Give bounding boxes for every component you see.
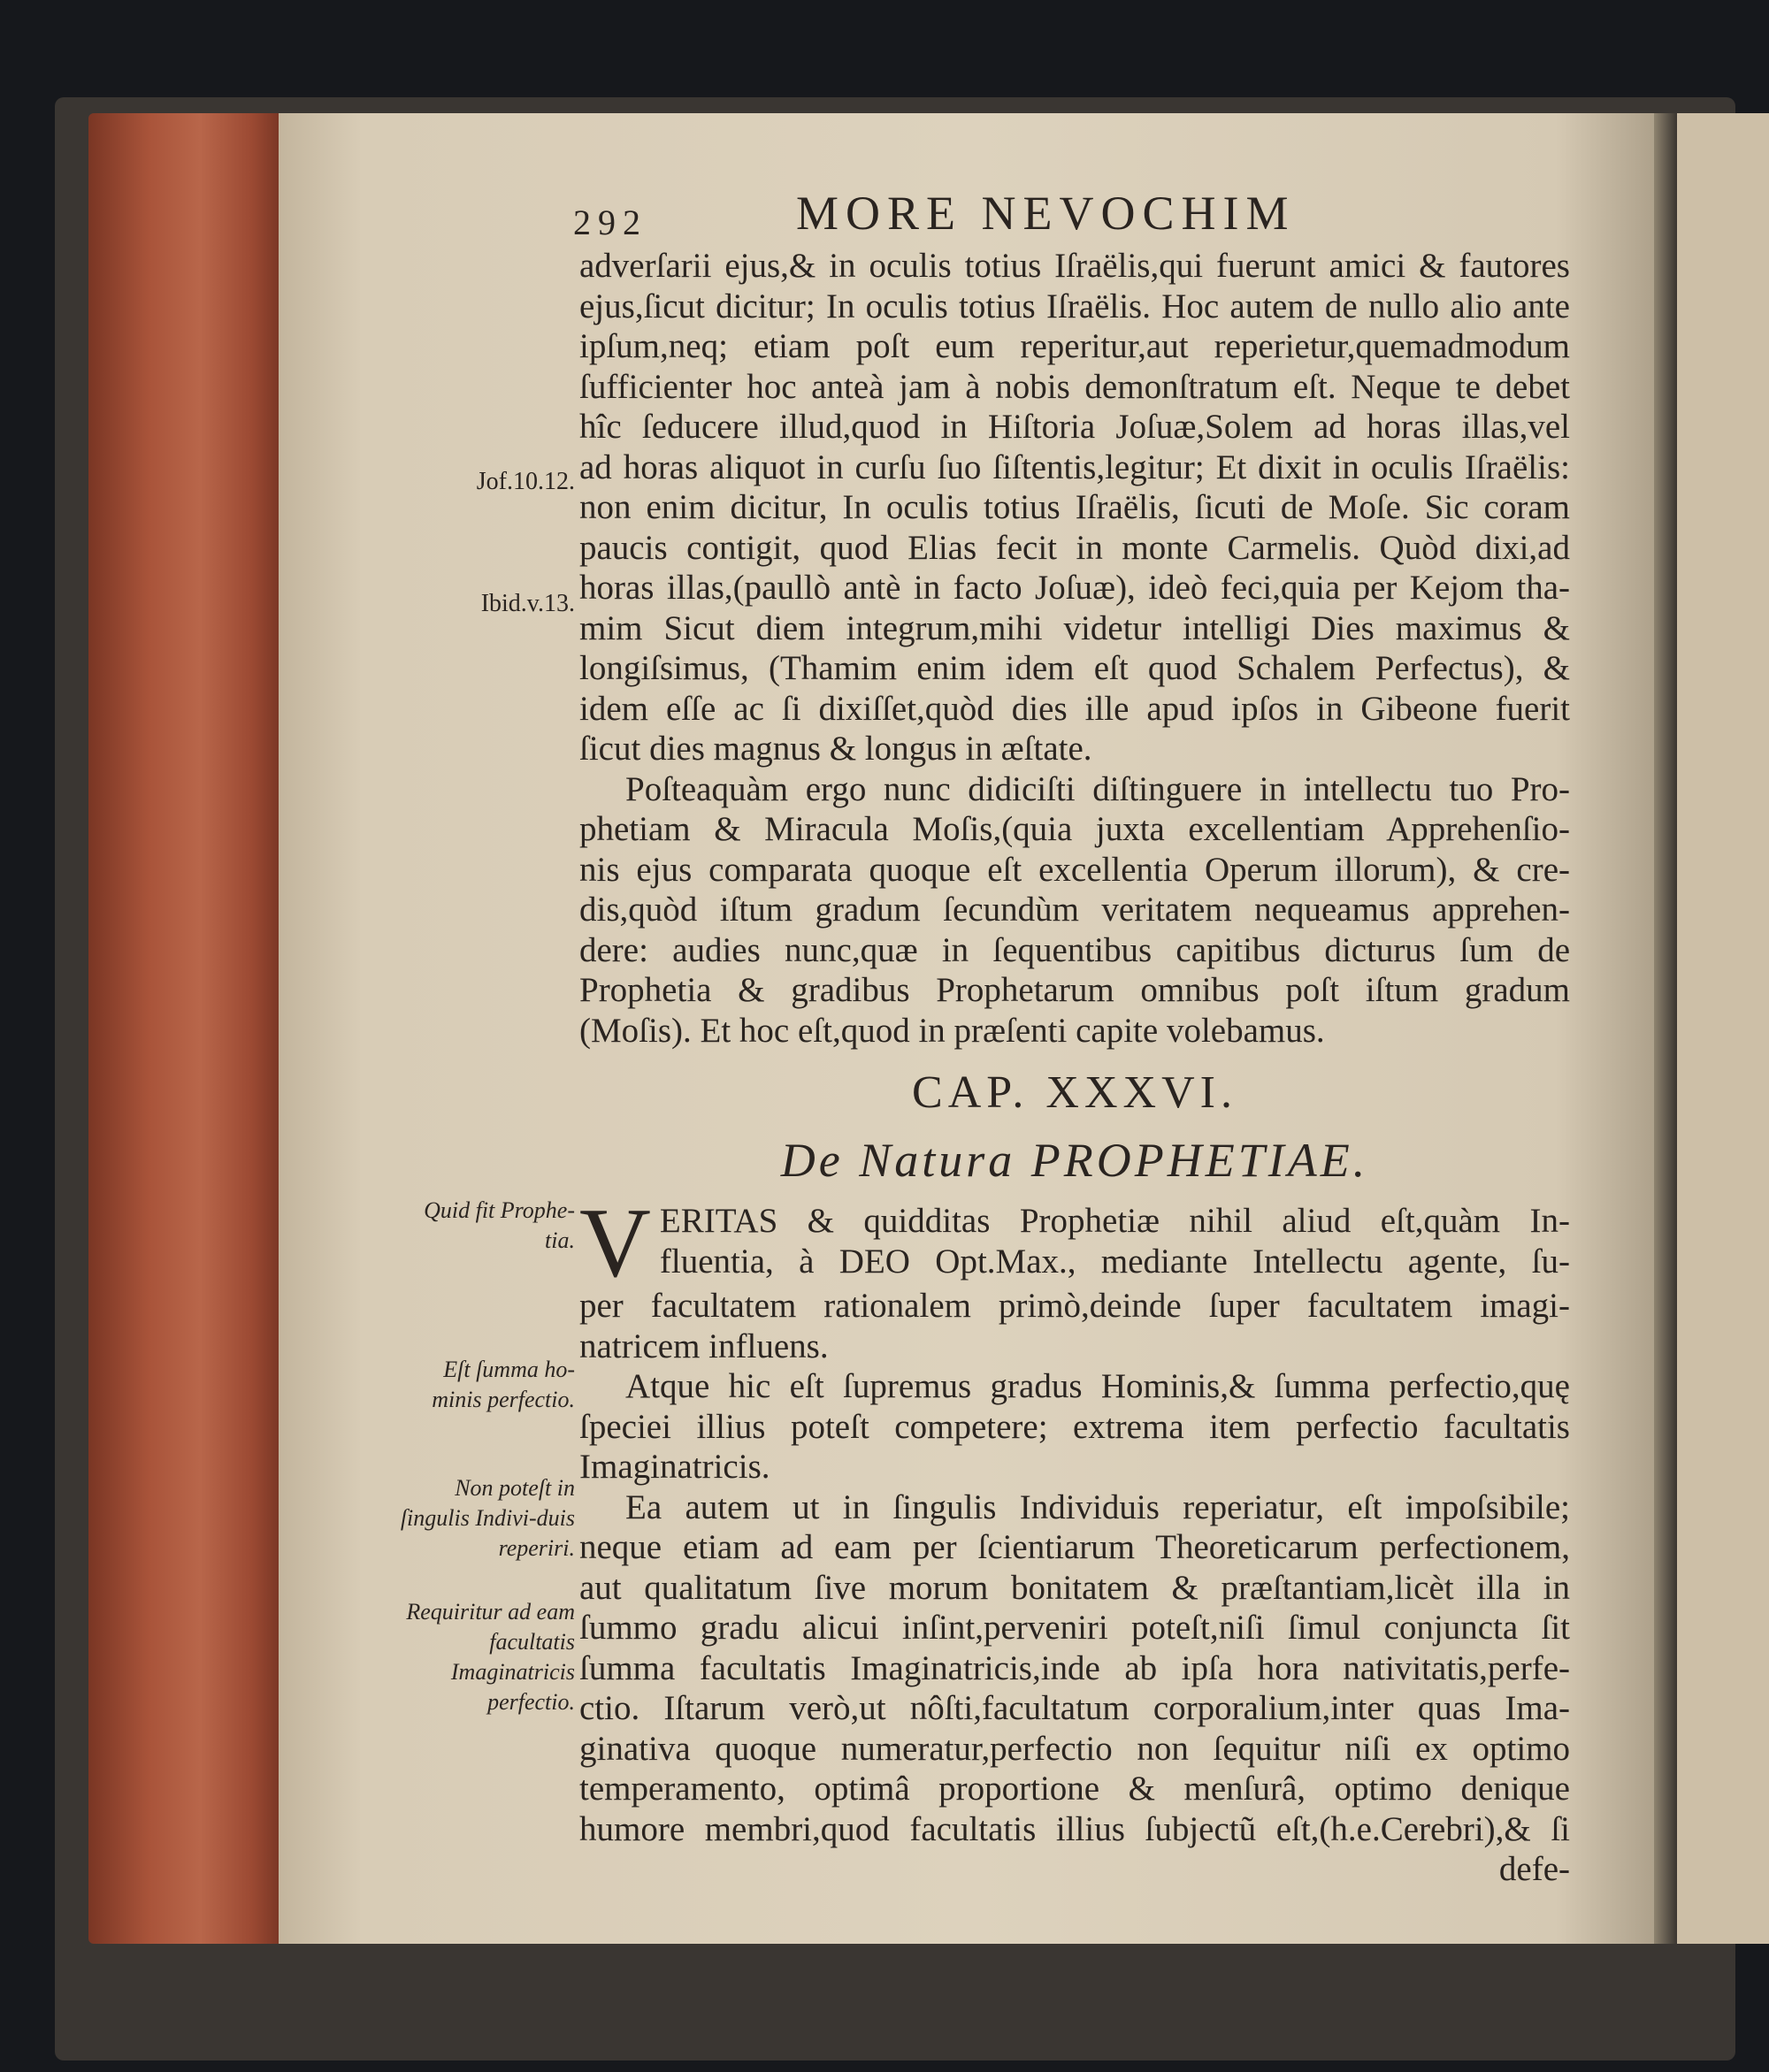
chapter-title: De Natura PROPHETIAE.	[780, 1134, 1369, 1187]
text-line: ſufficienter hoc anteà jam à nobis demonſtratum eſt. Neque te debet	[579, 367, 1570, 406]
text-line: ſpeciei illius poteſt competere; extrema item perfectio facultatis	[579, 1407, 1570, 1446]
text-line: ſumma facultatis Imaginatricis,inde ab ipſa hora nativitatis,perfe-	[579, 1648, 1570, 1687]
text-line: ginativa quoque numeratur,perfectio non ſequitur niſi ex optimo	[579, 1729, 1570, 1768]
text-line: Atque hic eſt ſupremus gradus Hominis,& ſumma perfectio,quę	[625, 1367, 1570, 1405]
text-line: aut qualitatum ſive morum bonitatem & præſtantiam,licèt illa in	[579, 1568, 1570, 1607]
drop-cap: V	[579, 1189, 651, 1298]
margin-note: Jof.10.12.	[476, 468, 575, 495]
text-line: ſummo gradu alicui inſint,perveniri poteſt,niſi ſimul conjuncta ſit	[579, 1609, 1570, 1647]
text-line: horas illas,(paullò antè in facto Joſuæ), ideò feci,quia per Kejom tha-	[579, 569, 1570, 607]
text-line: ejus,ſicut dicitur; In oculis totius Iſraëlis. Hoc autem de nullo alio ante	[579, 287, 1570, 325]
text-line: ipſum,neq; etiam poſt eum reperitur,aut reperietur,quemadmodum	[579, 327, 1570, 365]
margin-note: Requiritur ad eam facultatis Imaginatricis perfectio.	[406, 1599, 575, 1715]
text-line: ad horas aliquot in curſu ſuo ſiſtentis,legitur; Et dixit in oculis Iſraëlis:	[579, 447, 1570, 486]
page-fore-edge	[88, 113, 292, 1944]
text-line: dis,quòd iſtum gradum ſecundùm veritatem nequeamus apprehen-	[579, 891, 1570, 929]
text-line: per facultatem rationalem primò,deinde ſuper facultatem imagi-	[579, 1287, 1570, 1325]
text-line: longiſsimus, (Thamim enim idem eſt quod Schalem Perfectus), &	[579, 649, 1570, 687]
page-header	[292, 186, 1371, 248]
text-line: natricem influens.	[579, 1327, 829, 1365]
text-line: Poſteaquàm ergo nunc didiciſti diſtinguere in intellectu tuo Pro-	[625, 769, 1570, 808]
margin-note: Non poteſt in ſingulis Indivi-duis reperiri.	[400, 1475, 575, 1561]
text-line: ERITAS & quidditas Prophetiæ nihil aliud eſt,quàm In-	[659, 1202, 1570, 1240]
catchword: defe-	[1498, 1850, 1570, 1888]
text-line: mim Sicut diem integrum,mihi videtur intelligi Dies maximus &	[579, 608, 1570, 647]
text-line: neque etiam ad eam per ſcientiarum Theoreticarum perfectionem,	[579, 1528, 1570, 1566]
margin-note: Ibid.v.13.	[480, 590, 575, 617]
text-line: adverſarii ejus,& in oculis totius Iſraëlis,qui fuerunt amici & fautores	[579, 247, 1570, 285]
facing-page-edge	[1663, 113, 1769, 1944]
text-line: Ea autem ut in ſingulis Individuis reperiatur, eſt impoſsibile;	[625, 1487, 1570, 1526]
text-line: dere: audies nunc,quæ in ſequentibus capitibus dicturus ſum de	[579, 930, 1570, 969]
text-line: Imaginatricis.	[579, 1448, 770, 1486]
page-number: 292	[573, 203, 647, 242]
main-text	[579, 246, 1570, 1890]
text-line: temperamento, optimâ proportione & menſurâ, optimo denique	[579, 1770, 1570, 1808]
text-line: ctio. Iſtarum verò,ut nôſti,facultatum corporalium,inter quas Ima-	[579, 1689, 1570, 1727]
text-line: (Moſis). Et hoc eſt,quod in præſenti capite volebamus.	[579, 1011, 1325, 1050]
text-line: non enim dicitur, In oculis totius Iſraëlis, ſicuti de Moſe. Sic coram	[579, 488, 1570, 526]
text-line: fluentia, à DEO Opt.Max., mediante Intellectu agente, ſu-	[659, 1242, 1570, 1281]
margin-note: Eſt ſumma ho-minis perfectio.	[432, 1357, 575, 1412]
text-line: ſicut dies magnus & longus in æſtate.	[579, 730, 1092, 768]
chapter-opening	[579, 1189, 1570, 1298]
text-line: Prophetia & gradibus Prophetarum omnibus poſt iſtum gradum	[579, 971, 1570, 1009]
text-line: paucis contigit, quod Elias fecit in monte Carmelis. Quòd dixi,ad	[579, 528, 1570, 567]
chapter-heading: CAP. XXXVI.	[912, 1067, 1237, 1118]
text-line: phetiam & Miracula Moſis,(quia juxta excellentiam Apprehenſio-	[579, 810, 1570, 848]
text-line: idem eſſe ac ſi dixiſſet,quòd dies ille apud ipſos in Gibeone fuerit	[579, 689, 1570, 728]
text-line: humore membri,quod facultatis illius ſubjectũ eſt,(h.e.Cerebri),& ſi	[579, 1809, 1570, 1848]
text-line: nis ejus comparata quoque eſt excellentia Operum illorum), & cre-	[579, 850, 1570, 889]
margin-note: Quid fit Prophe-tia.	[424, 1197, 575, 1253]
running-title: MORE NEVOCHIM	[796, 187, 1296, 240]
book-gutter	[1654, 113, 1677, 1944]
text-line: hîc ſeducere illud,quod in Hiſtoria Joſuæ,Solem ad horas illas,vel	[579, 408, 1570, 446]
